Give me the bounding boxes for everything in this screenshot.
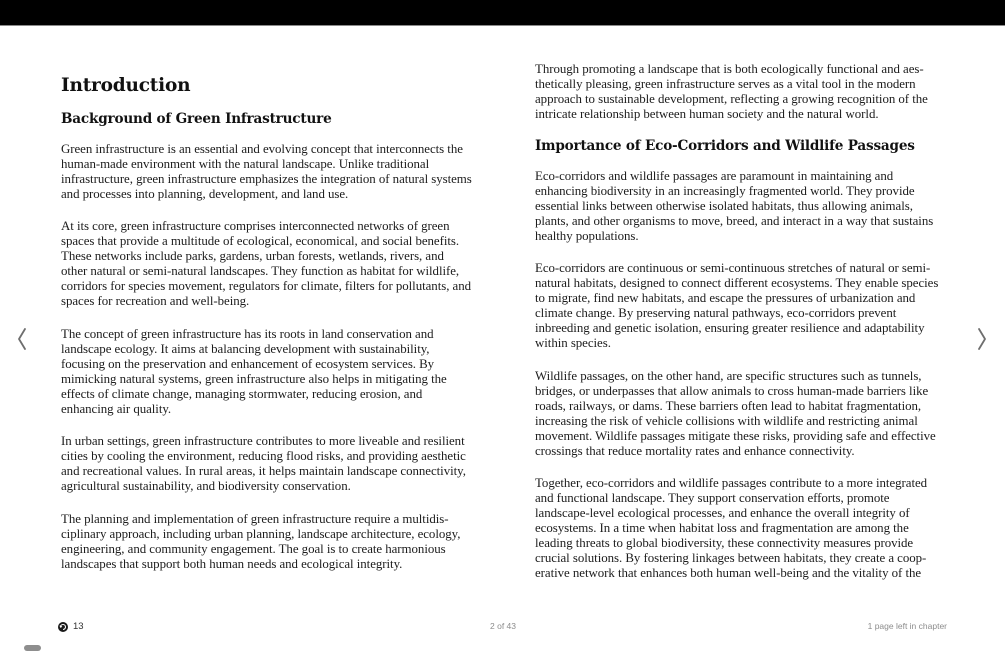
paragraph: Eco-corridors and wildlife passages are paramount in maintaining and enhancing biodiversity in an increasingly fragmented world. They provide essential links between otherwise isolated habitats, thus allowing animals, plants, and other organisms to move, breed, and interact in a way that sustains healthy populations. <box>535 169 934 243</box>
next-page-button[interactable] <box>970 322 994 356</box>
chapter-title: Introduction <box>61 75 191 96</box>
paragraph: Green infrastructure is an essential and evolving concept that interconnects the human-made environment with the natural landscape. Unlike traditional infrastructure, green infrastructure emphasizes the integration of natural systems and processes into planning, development, and land use. <box>61 142 472 201</box>
paragraph: The concept of green infrastructure has its roots in land conservation and landscape ecology. It aims at balancing development with sustainability, focusing on the preservation and enhancement of ecosystem services. By mimicking natural systems, green infrastructure also helps in mitigating the effects of climate change, managing stormwater, reducing erosion, and enhancing air quality. <box>61 327 447 416</box>
page-number-indicator[interactable] <box>58 621 84 632</box>
reading-progress-icon <box>58 622 68 632</box>
top-bar <box>0 0 1005 26</box>
paragraph: The planning and implementation of green infrastructure require a multidisciplinary approach, including urban planning, landscape architecture, ecology, engineering, and community engagement. The goal is to create harmonious landscapes that support both human needs and ecological integrity. <box>61 512 461 571</box>
paragraph: Together, eco-corridors and wildlife passages contribute to a more integrated and functional landscape. They support conservation efforts, promote landscape-level ecological processes, and enhance the overall integrity of ecosystems. In a time when habitat loss and fragmentation are among the leading threats to global biodiversity, these connectivity measures provide crucial solutions. By fostering linkages between habitats, they create a cooperative network that enhances both human well-being and the vitality of the <box>535 476 928 580</box>
paragraph: At its core, green infrastructure comprises interconnected networks of green spaces that provide a multitude of ecological, economical, and social benefits. These networks include parks, gardens, urban forests, wetlands, rivers, and other natural or semi-natural landscapes. They function as habitat for wildlife, corridors for species movement, regulators for climate, filters for pollutants, and spaces for recreation and well-being. <box>61 219 472 308</box>
chevron-left-icon <box>17 328 27 350</box>
section-title: Background of Green Infrastructure <box>61 111 332 127</box>
previous-page-button[interactable] <box>10 322 34 356</box>
paragraph: In urban settings, green infrastructure contributes to more liveable and resilient cities by cooling the environment, reducing flood risks, and providing aesthetic and recreational values. In rural areas, it helps maintain landscape connectivity, agricultural sustainability, and biodiversity conservation. <box>61 434 466 493</box>
section-title: Importance of Eco-Corridors and Wildlife Passages <box>535 138 915 154</box>
scrollbar-handle[interactable] <box>24 645 41 651</box>
page-number: 13 <box>73 621 84 632</box>
chapter-remaining: 1 page left in chapter <box>867 621 947 631</box>
paragraph: Through promoting a landscape that is both ecologically functional and aesthetically pleasing, green infrastructure serves as a vital tool in the modern approach to sustainable development, reflecting a growing recognition of the intricate relationship between human society and the natural world. <box>535 62 928 121</box>
paragraph: Eco-corridors are continuous or semi-continuous stretches of natural or semi-natural habitats, designed to connect different ecosystems. They enable species to migrate, find new habitats, and escape the pressures of urbanization and climate change. By preserving natural pathways, eco-corridors prevent inbreeding and genetic isolation, ensuring greater resilience and adaptability within species. <box>535 261 939 350</box>
location-indicator: 2 of 43 <box>490 621 516 631</box>
paragraph: Wildlife passages, on the other hand, are specific structures such as tunnels, bridges, or underpasses that allow animals to cross human-made barriers like roads, railways, or dams. These barriers often lead to habitat fragmentation, increasing the risk of vehicle collisions with wildlife and restricting animal movement. Wildlife passages mitigate these risks, providing safe and effective crossings that reduce mortality rates and enhance connectivity. <box>535 369 936 458</box>
chevron-right-icon <box>977 328 987 350</box>
